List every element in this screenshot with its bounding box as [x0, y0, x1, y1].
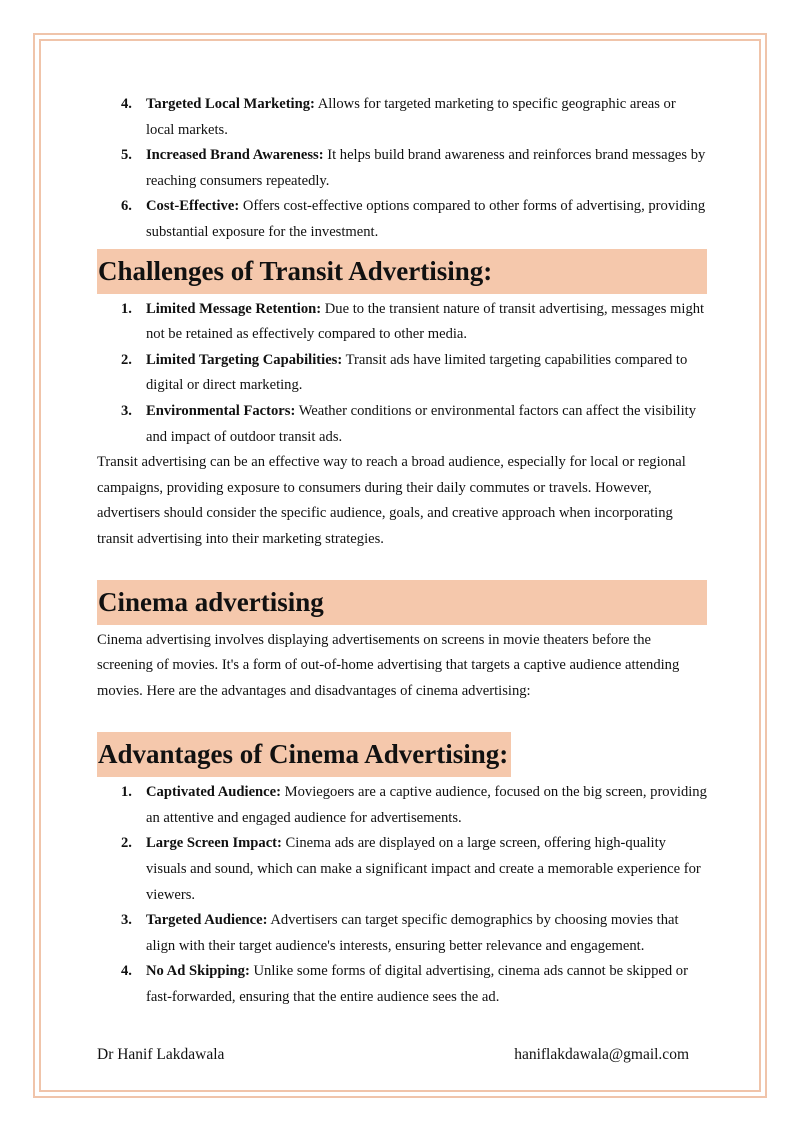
list-item-title: Targeted Local Marketing:: [146, 96, 315, 112]
list-number: 3.: [121, 912, 132, 929]
list-item: [97, 297, 707, 348]
footer-email: haniflakdawala@gmail.com: [514, 1046, 689, 1063]
list-number: 1.: [121, 300, 132, 317]
transit-benefits-list: [97, 92, 707, 246]
advantages-heading-wrap: [97, 732, 707, 777]
list-item: [97, 399, 707, 450]
list-item-text: Allows for targeted marketing to specific geographic areas or local markets.: [146, 96, 676, 138]
list-item-text: Offers cost-effective options compared to other forms of advertising, providing substantial exposure for the investment.: [146, 198, 706, 240]
page-content: [97, 92, 707, 1011]
list-number: 4.: [121, 96, 132, 112]
transit-summary-paragraph: Transit advertising can be an effective way to reach a broad audience, especially for local or regional campaigns, providing exposure to consumers during their daily commutes or travels. However, advertisers should consider the specific audience, goals, and creative approach when incorporating transit advertising into their marketing strategies.: [97, 454, 686, 547]
list-item-text: Weather conditions or environmental factors can affect the visibility and impact of outdoor transit ads.: [146, 402, 697, 445]
list-item-text: Unlike some forms of digital advertising, cinema ads cannot be skipped or fast-forwarded, ensuring that the entire audience sees the ad.: [146, 963, 688, 1006]
list-number: 3.: [121, 402, 132, 419]
list-item: [97, 780, 707, 831]
page-footer: [97, 1046, 689, 1064]
list-item-title: Environmental Factors:: [146, 402, 296, 419]
list-item-title: Targeted Audience:: [146, 912, 268, 929]
list-number: 2.: [121, 835, 132, 852]
list-item-text: It helps build brand awareness and reinforces brand messages by reaching consumers repeatedly.: [146, 147, 706, 189]
challenges-heading: Challenges of Transit Advertising:: [97, 249, 707, 294]
list-number: 2.: [121, 351, 132, 368]
list-item-title: Cost-Effective:: [146, 198, 240, 215]
list-item-text: Moviegoers are a captive audience, focused on the big screen, providing an attentive and engaged audience for advertisements.: [146, 784, 707, 826]
list-item-text: Transit ads have limited targeting capabilities compared to digital or direct marketing.: [146, 351, 688, 394]
advantages-heading: Advantages of Cinema Advertising:: [97, 732, 511, 777]
list-item: [97, 908, 707, 959]
cinema-heading: Cinema advertising: [97, 580, 707, 625]
list-number: 6.: [121, 198, 132, 215]
list-number: 5.: [121, 147, 132, 164]
list-item-title: No Ad Skipping:: [146, 963, 250, 980]
cinema-intro-paragraph: Cinema advertising involves displaying advertisements on screens in movie theaters before the screening of movies. It's a form of out-of-home advertising that targets a captive audience attending movies. Here are the advantages and disadvantages of cinema advertising:: [97, 631, 680, 699]
list-item: [97, 143, 707, 194]
list-item: [97, 92, 707, 143]
list-item: [97, 831, 707, 908]
list-item: [97, 194, 707, 245]
challenges-list: [97, 297, 707, 451]
list-item-title: Limited Message Retention:: [146, 300, 322, 317]
list-item-text: Due to the transient nature of transit advertising, messages might not be retained as effectively compared to other media.: [146, 300, 705, 343]
list-item-text: Cinema ads are displayed on a large screen, offering high-quality visuals and sound, which can make a significant impact and create a memorable experience for viewers.: [146, 835, 701, 903]
list-item-title: Increased Brand Awareness:: [146, 147, 324, 164]
list-item-text: Advertisers can target specific demographics by choosing movies that align with their target audience's interests, ensuring better relevance and engagement.: [146, 912, 679, 954]
advantages-list: [97, 780, 707, 1010]
list-number: 1.: [121, 784, 132, 801]
list-number: 4.: [121, 963, 132, 980]
list-item: [97, 348, 707, 399]
footer-author: Dr Hanif Lakdawala: [97, 1046, 225, 1063]
list-item-title: Large Screen Impact:: [146, 835, 282, 852]
list-item-title: Limited Targeting Capabilities:: [146, 351, 343, 368]
list-item: [97, 959, 707, 1010]
list-item-title: Captivated Audience:: [146, 784, 281, 801]
